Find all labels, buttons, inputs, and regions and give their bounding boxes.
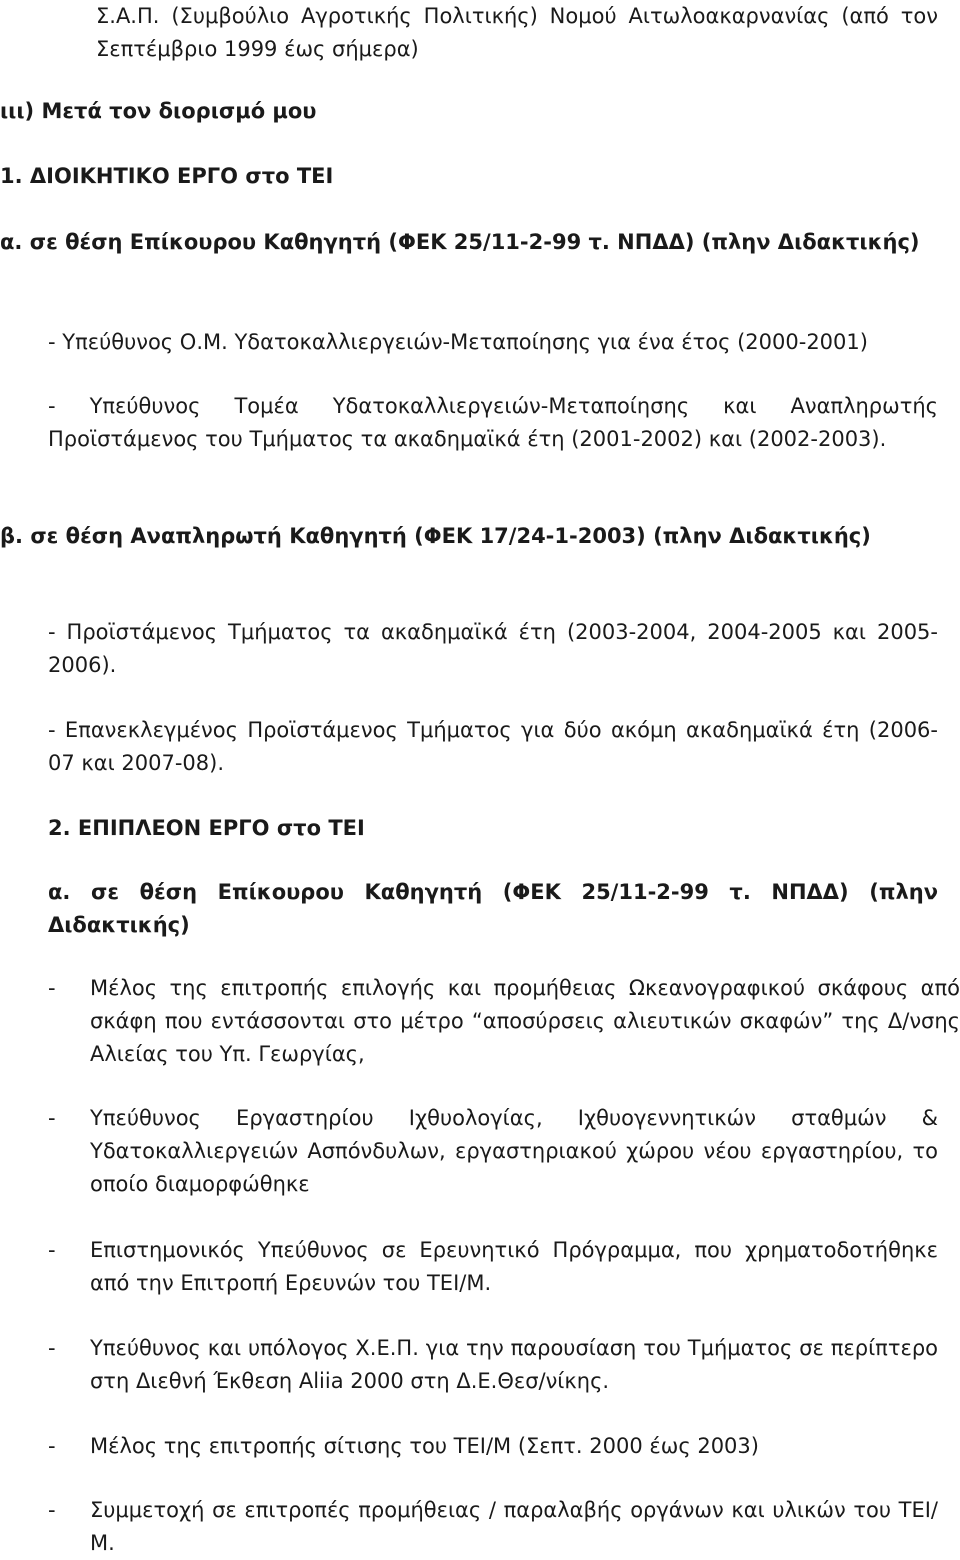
list-item-text: Υπεύθυνος Εργαστηρίου Ιχθυολογίας, Ιχθυογεννητικών σταθμών & Υδατοκαλλιεργειών Ασπόνδυλων, εργαστηριακού χώρου νέου εργαστηρίου, το οποίο διαμορφώθηκε (90, 1106, 938, 1196)
list-item: - Προϊστάμενος Τμήματος τα ακαδημαϊκά έτη (2003-2004, 2004-2005 και 2005-2006). (48, 620, 938, 677)
list-item (48, 1494, 938, 1560)
heading-additional-work: 2. ΕΠΙΠΛΕΟΝ ΕΡΓΟ στο ΤΕΙ (48, 816, 365, 840)
dash: - (48, 1238, 56, 1262)
list-item (48, 972, 960, 1071)
list-item: - Επανεκλεγμένος Προϊστάμενος Τμήματος για δύο ακόμη ακαδημαϊκά έτη (2006-07 και 2007-08). (48, 718, 938, 775)
subheading-assistant-professor-2 (0, 876, 938, 942)
list-item-text: Υπεύθυνος και υπόλογος Χ.Ε.Π. για την παρουσίαση του Τμήματος σε περίπτερο στη Διεθνή Έκθεση Aliia 2000 στη Δ.Ε.Θεσ/νίκης. (90, 1336, 938, 1393)
list-item (48, 1332, 938, 1398)
subheading-associate-professor: β. σε θέση Αναπληρωτή Καθηγητή (ΦΕΚ 17/24-1-2003) (πλην Διδακτικής) (0, 524, 871, 548)
heading-after-appointment: ιιι) Μετά τον διορισμό μου (0, 99, 317, 123)
list-item-text: Μέλος της επιτροπής σίτισης του ΤΕΙ/Μ (Σεπτ. 2000 έως 2003) (90, 1434, 759, 1458)
subheading-text: α. σε θέση Επίκουρου Καθηγητή (ΦΕΚ 25/11-2-99 τ. ΝΠΔΔ) (πλην Διδακτικής) (48, 880, 938, 937)
dash: - (48, 976, 56, 1000)
dash: - (48, 1336, 56, 1360)
list-item (48, 1430, 938, 1463)
list-item: - Υπεύθυνος Ο.Μ. Υδατοκαλλιεργειών-Μεταποίησης για ένα έτος (2000-2001) (48, 330, 868, 354)
heading-administrative-work: 1. ΔΙΟΙΚΗΤΙΚΟ ΕΡΓΟ στο ΤΕΙ (0, 164, 334, 188)
list-item-text: Συμμετοχή σε επιτροπές προμήθειας / παραλαβής οργάνων και υλικών του ΤΕΙ/Μ. (90, 1498, 938, 1555)
list-item-text: Επιστημονικός Υπεύθυνος σε Ερευνητικό Πρόγραμμα, που χρηματοδοτήθηκε από την Επιτροπή Ερευνών του ΤΕΙ/Μ. (90, 1238, 938, 1295)
dash: - (48, 1498, 56, 1522)
dash: - (48, 1106, 56, 1130)
sap-paragraph: Σ.Α.Π. (Συμβούλιο Αγροτικής Πολιτικής) Νομού Αιτωλοακαρνανίας (από τον Σεπτέμβριο 1999 έως σήμερα) (96, 4, 938, 61)
list-item-text: Μέλος της επιτροπής επιλογής και προμήθειας Ωκεανογραφικού σκάφους από σκάφη που εντάσσονται στο μέτρο “αποσύρσεις αλιευτικών σκαφών” της Δ/νσης Αλιείας του Υπ. Γεωργίας, (90, 976, 960, 1066)
dash: - (48, 1434, 56, 1458)
subheading-assistant-professor: α. σε θέση Επίκουρου Καθηγητή (ΦΕΚ 25/11-2-99 τ. ΝΠΔΔ) (πλην Διδακτικής) (0, 230, 920, 254)
list-item (48, 1102, 938, 1201)
list-item (48, 1234, 938, 1300)
list-item: - Υπεύθυνος Τομέα Υδατοκαλλιεργειών-Μεταποίησης και Αναπληρωτής Προϊστάμενος του Τμήματος τα ακαδημαϊκά έτη (2001-2002) και (2002-2003). (48, 394, 938, 451)
